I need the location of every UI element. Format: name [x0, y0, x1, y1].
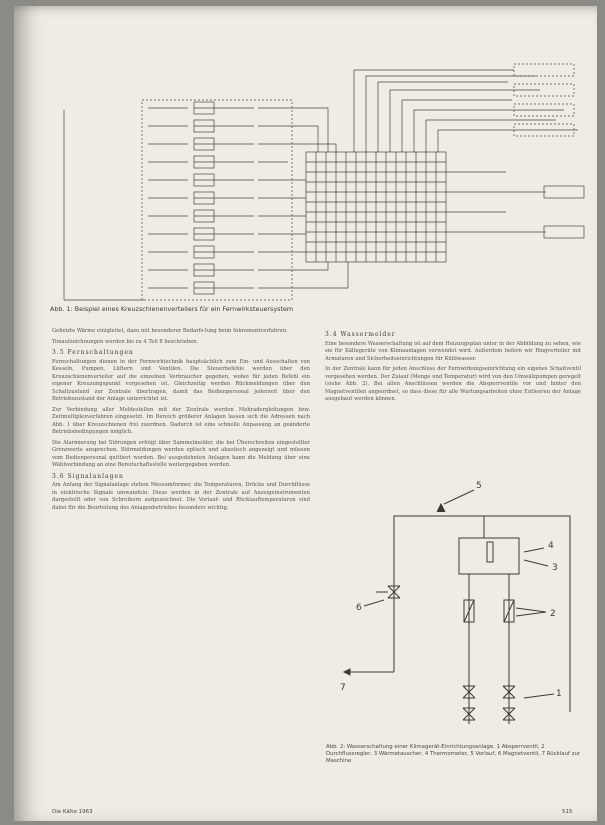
- diagram-label-6: 6: [356, 603, 362, 613]
- page-number: 515: [562, 809, 573, 815]
- crossbar-distributor-diagram: [44, 60, 604, 305]
- crossbar-grid: [306, 152, 446, 262]
- diagram-label-3: 3: [552, 563, 558, 573]
- left-paragraph-3: Die Alarmierung bei Störungen erfolgt über Sammelmelder, die bei Überschreiten eingestellter Grenzwerte ansprechen. Störmeldungen werden optisch und akustisch angezeigt und müssen vom Bedienpersonal quittiert werden. Bei ausgedehnten Anlagen kann die Meldung über eine Wählverbindung an eine Bereitschaftsstelle weitergegeben werden.: [52, 439, 310, 468]
- footer-journal: Die Kälte 1963: [52, 809, 93, 815]
- diagram-label-2: 2: [550, 609, 556, 619]
- switch-rows: [148, 108, 288, 288]
- left-text-column: [52, 328, 310, 515]
- left-intro: Geheizte Wärme einigleitet, dazu mit besonderer Bedarfs-lung beim Inkrementverfahren.: [52, 328, 288, 334]
- right-paragraph-1: Eine besondere Wasserschaltung ist auf dem Heizungsplan unter in der Abbildung zu sehen, wie sie für Kältegeräte von Klimaanlagen verwendet wird. Außerdem liefern wir Ringverteiler mit Armaturen und Sicherheitseinrichtungen für Kühlwasser.: [325, 340, 581, 362]
- left-paragraph-1: Fernschaltungen dienen in der Fernwirktechnik hauptsächlich zum Ein- und Ausschalten von Kesseln, Pumpen, Lüftern und Ventilen. Die Steuerbefehle werden über den Kreuzschienenverteiler auf die einzelnen Verbraucher gegeben, wobei für jeden Befehl ein eigener Kreuzungspunkt vorgesehen ist. Gleichzeitig werden Rückmeldungen über den Schaltzustand zur Zentrale übertragen, damit das Bedienpersonal jederzeit über den Betriebszustand der Anlage unterrichtet ist.: [52, 358, 310, 402]
- diagram-label-1: 1: [556, 689, 562, 699]
- right-text-column: [325, 328, 581, 407]
- left-paragraph-4: Am Anfang der Signalanlage stehen Messumformer, die Temperaturen, Drücke und Durchflüsse in elektrische Signale umwandeln. Diese werden in der Zentrale auf Anzeigeinstrumenten dargestellt oder von Schreibern aufgezeichnet. Die Vorlauf- und Rücklauftemperaturen sind dabei für die Beurteilung des Anlagenbetriebes besonders wichtig.: [52, 482, 310, 511]
- document-page: [14, 6, 597, 821]
- section-heading-wassermelder: 3.4 Wassermelder: [325, 331, 396, 338]
- diagram-label-5: 5: [476, 481, 482, 491]
- section-heading-signalanlagen: 3.6 Signalanlagen: [52, 472, 124, 480]
- left-intro-2: Tonaufzeichnungen werden bis zu 4 Teil 8 beschrieben.: [52, 338, 199, 345]
- diagram-label-7: 7: [340, 683, 346, 693]
- figure2-caption: Abb. 2: Wasserschaltung einer Klimagerät-Einrichtungsanlage. 1 Absperrventil, 2 Durchflussregler, 3 Wärmetauscher, 4 Thermometer, 5 Vorlauf, 6 Magnetventil, 7 Rücklauf zur Maschine: [326, 744, 581, 765]
- figure1-caption: Abb. 1: Beispiel eines Kreuzschienenverteilers für ein Fernwirksteuersystem: [50, 305, 294, 313]
- section-heading-fernschaltungen: 3.5 Fernschaltungen: [52, 349, 134, 356]
- water-circuit-diagram: [324, 476, 594, 744]
- right-paragraph-2: In der Zentrale kann für jeden Anschluss der Fernwirkungseinrichtung ein eigenes Schaltventil vorgesehen werden. Der Zulauf (Menge und Temperatur) wird von den Umwälzpumpen geregelt (siehe Abb. 2). Bei allen Anschlüssen werden die Absperrventile vor und hinter den Magnetventilen angeordnet, so dass diese für alle Wartungsarbeiten ohne Entleeren der Anlage ausgebaut werden können.: [325, 366, 581, 402]
- left-paragraph-2: Zur Verbindung aller Meldestellen mit der Zentrale werden Mehradergleitungen bzw. Zeitmultiplexverfahren eingesetzt. Im Bereich größerer Anlagen lassen sich die Adressen nach Abb. 1 über Kreuzschienen frei zuordnen. Dadurch ist eine schnelle Anpassung an geänderte Betriebsbedingungen möglich.: [52, 406, 310, 435]
- diagram-label-4: 4: [548, 541, 554, 551]
